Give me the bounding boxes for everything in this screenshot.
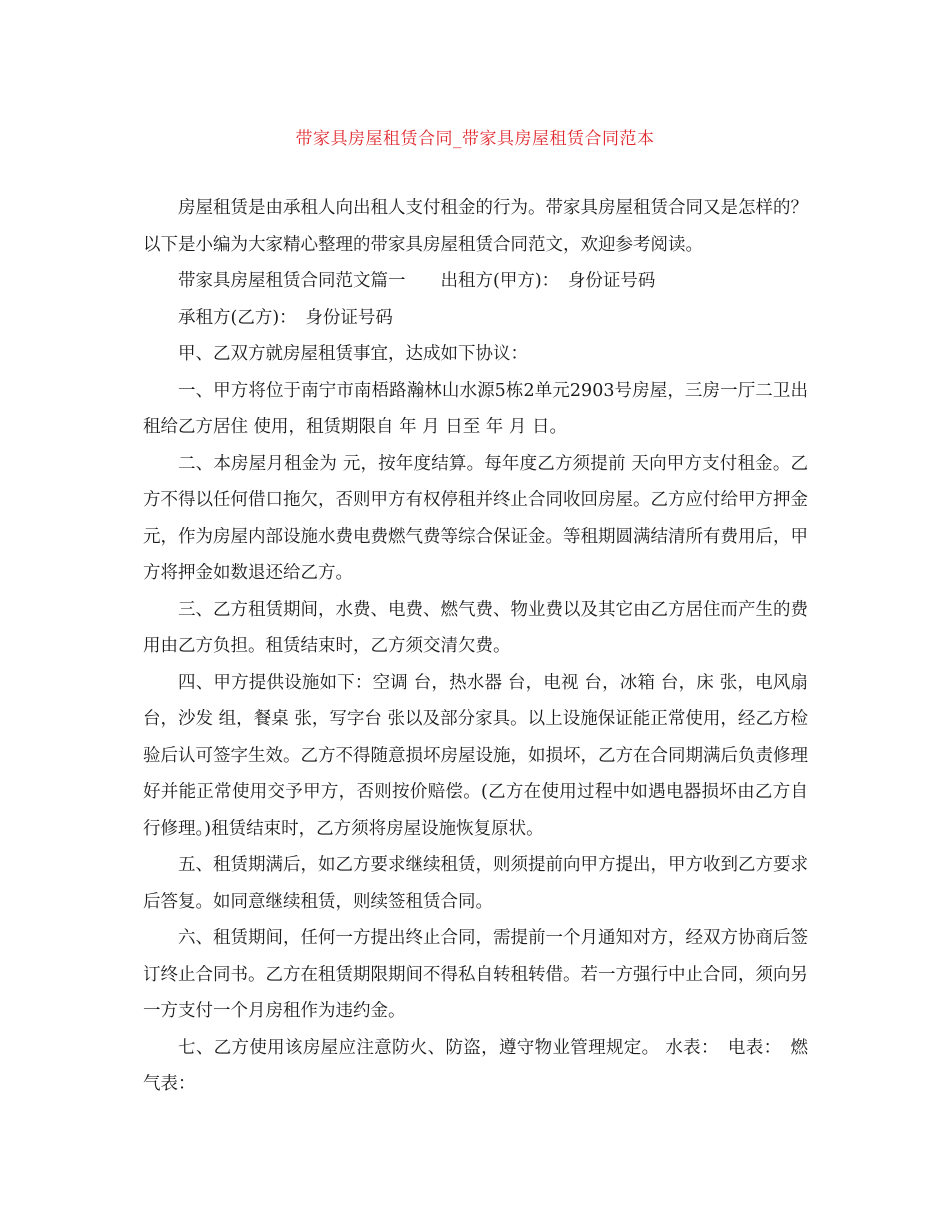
paragraph-clause-6: 六、租赁期间，任何一方提出终止合同，需提前一个月通知对方，经双方协商后签订终止合同书。乙方在租赁期限期间不得私自转租转借。若一方强行中止合同，须向另一方支付一个月房租作为违约金。 bbox=[143, 928, 808, 1021]
paragraph-lessee: 承租方(乙方)： 身份证号码 bbox=[178, 307, 393, 328]
paragraph-clause-3: 三、乙方租赁期间，水费、电费、燃气费、物业费以及其它由乙方居住而产生的费用由乙方负担。租赁结束时，乙方须交清欠费。 bbox=[143, 599, 808, 656]
paragraph-intro: 房屋租赁是由承租人向出租人支付租金的行为。带家具房屋租赁合同又是怎样的？以下是小编为大家精心整理的带家具房屋租赁合同范文，欢迎参考阅读。 bbox=[143, 198, 808, 255]
paragraph-clause-7: 七、乙方使用该房屋应注意防火、防盗，遵守物业管理规定。 水表： 电表： 燃气表： bbox=[143, 1037, 808, 1094]
paragraph-clause-5: 五、租赁期满后，如乙方要求继续租赁，则须提前向甲方提出，甲方收到乙方要求后答复。如同意继续租赁，则续签租赁合同。 bbox=[143, 855, 808, 912]
paragraph-agreement-intro: 甲、乙双方就房屋租赁事宜，达成如下协议： bbox=[178, 344, 528, 364]
paragraph-clause-1: 一、甲方将位于南宁市南梧路瀚林山水源5栋2单元2903号房屋，三房一厅二卫出租给乙方居住 使用，租赁期限自 年 月 日至 年 月 日。 bbox=[143, 380, 808, 437]
paragraph-clause-4: 四、甲方提供设施如下：空调 台，热水器 台，电视 台，冰箱 台，床 张，电风扇 台，沙发 组，餐桌 张，写字台 张以及部分家具。以上设施保证能正常使用，经乙方检验后认可签字生效。乙方不得随意损坏房屋设施，如损坏，乙方在合同期满后负责修理好并能正常使用交予甲方，否则按价赔偿。(乙方在使用过程中如遇电器损坏由乙方自行修理。)租赁结束时，乙方须将房屋设施恢复原状。 bbox=[143, 672, 808, 839]
paragraph-heading-lessor: 带家具房屋租赁合同范文篇一 出租方(甲方)： 身份证号码 bbox=[178, 271, 656, 291]
document-body bbox=[143, 190, 808, 1103]
document-title: 带家具房屋租赁合同_带家具房屋租赁合同范本 bbox=[295, 129, 655, 149]
paragraph-clause-2: 二、本房屋月租金为 元，按年度结算。每年度乙方须提前 天向甲方支付租金。乙方不得以任何借口拖欠，否则甲方有权停租并终止合同收回房屋。乙方应付给甲方押金 元，作为房屋内部设施水费电费燃气费等综合保证金。等租期圆满结清所有费用后，甲方将押金如数退还给乙方。 bbox=[143, 453, 808, 583]
